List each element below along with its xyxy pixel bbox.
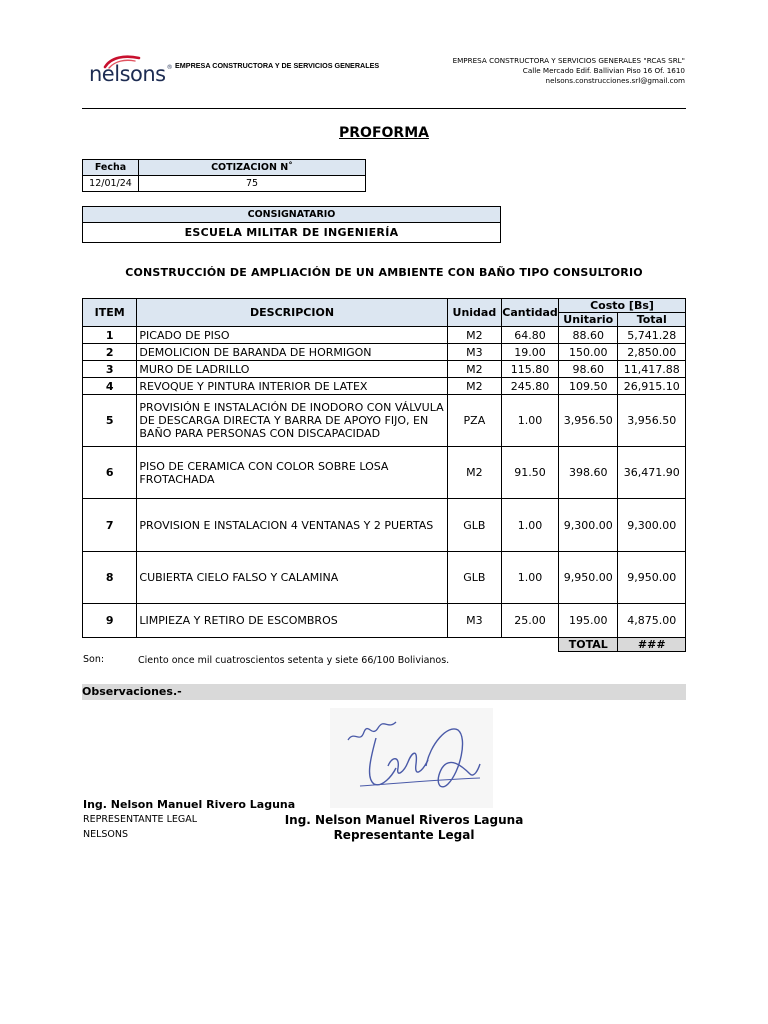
col-header-cantidad: Cantidad xyxy=(502,299,559,327)
col-header-costo: Costo [Bs] xyxy=(559,299,686,313)
row-item: 2 xyxy=(83,344,137,361)
row-cantidad: 245.80 xyxy=(502,378,559,395)
row-unitario: 398.60 xyxy=(559,447,618,499)
row-unidad: M3 xyxy=(447,604,501,638)
row-unidad: M3 xyxy=(447,344,501,361)
row-unidad: M2 xyxy=(447,378,501,395)
col-header-unidad: Unidad xyxy=(447,299,501,327)
items-table xyxy=(82,298,686,652)
signer-name-2: Ing. Nelson Manuel Riveros Laguna xyxy=(284,813,524,827)
quote-info-table xyxy=(82,159,366,192)
row-item: 5 xyxy=(83,395,137,447)
row-total: 9,950.00 xyxy=(618,552,686,604)
consignatario-table xyxy=(82,206,501,243)
consignatario-value: ESCUELA MILITAR DE INGENIERÍA xyxy=(83,223,501,243)
table-row xyxy=(83,344,686,361)
company-logo xyxy=(89,62,172,86)
row-total: 3,956.50 xyxy=(618,395,686,447)
son-label: Son: xyxy=(83,654,105,665)
table-row xyxy=(83,327,686,344)
fecha-value: 12/01/24 xyxy=(83,176,139,192)
row-unidad: GLB xyxy=(447,552,501,604)
row-item: 4 xyxy=(83,378,137,395)
row-cantidad: 25.00 xyxy=(502,604,559,638)
row-total: 26,915.10 xyxy=(618,378,686,395)
row-descripcion: MURO DE LADRILLO xyxy=(137,361,447,378)
row-descripcion: PROVISIÓN E INSTALACIÓN DE INODORO CON VÁLVULA DE DESCARGA DIRECTA Y BARRA DE APOYO FIJO, EN BAÑO PARA PERSONAS CON DISCAPACIDAD xyxy=(137,395,447,447)
total-row xyxy=(83,638,686,652)
logo-registered-mark: ® xyxy=(166,64,173,71)
signer-name: Ing. Nelson Manuel Rivero Laguna xyxy=(83,798,296,811)
row-cantidad: 1.00 xyxy=(502,395,559,447)
table-row xyxy=(83,395,686,447)
row-total: 2,850.00 xyxy=(618,344,686,361)
row-total: 11,417.88 xyxy=(618,361,686,378)
row-descripcion: REVOQUE Y PINTURA INTERIOR DE LATEX xyxy=(137,378,447,395)
row-unidad: GLB xyxy=(447,499,501,552)
fecha-label: Fecha xyxy=(83,160,139,176)
row-unitario: 9,950.00 xyxy=(559,552,618,604)
row-item: 6 xyxy=(83,447,137,499)
signer-role-2: Representante Legal xyxy=(333,828,475,842)
cotizacion-value: 75 xyxy=(139,176,366,192)
total-label: TOTAL xyxy=(559,638,618,652)
table-row xyxy=(83,552,686,604)
row-descripcion: PISO DE CERAMICA CON COLOR SOBRE LOSA FROTACHADA xyxy=(137,447,447,499)
table-row xyxy=(83,378,686,395)
row-cantidad: 19.00 xyxy=(502,344,559,361)
row-cantidad: 1.00 xyxy=(502,499,559,552)
cotizacion-label: COTIZACION N˚ xyxy=(139,160,366,176)
row-cantidad: 64.80 xyxy=(502,327,559,344)
company-name: EMPRESA CONSTRUCTORA Y SERVICIOS GENERALES "RCAS SRL" xyxy=(452,56,685,65)
row-descripcion: PICADO DE PISO xyxy=(137,327,447,344)
row-item: 1 xyxy=(83,327,137,344)
consignatario-label: CONSIGNATARIO xyxy=(83,207,501,223)
son-text: Ciento once mil cuatroscientos setenta y siete 66/100 Bolivianos. xyxy=(138,655,450,666)
table-row xyxy=(83,604,686,638)
row-unidad: M2 xyxy=(447,361,501,378)
signature-block xyxy=(270,813,538,843)
row-item: 8 xyxy=(83,552,137,604)
row-cantidad: 115.80 xyxy=(502,361,559,378)
row-unitario: 9,300.00 xyxy=(559,499,618,552)
row-unitario: 150.00 xyxy=(559,344,618,361)
table-row xyxy=(83,361,686,378)
row-unitario: 109.50 xyxy=(559,378,618,395)
row-descripcion: DEMOLICION DE BARANDA DE HORMIGON xyxy=(137,344,447,361)
row-descripcion: PROVISION E INSTALACION 4 VENTANAS Y 2 PUERTAS xyxy=(137,499,447,552)
col-header-total: Total xyxy=(618,313,686,327)
row-total: 4,875.00 xyxy=(618,604,686,638)
row-unitario: 195.00 xyxy=(559,604,618,638)
signer-company: NELSONS xyxy=(83,829,129,840)
header-divider xyxy=(82,108,686,109)
row-total: 5,741.28 xyxy=(618,327,686,344)
company-address: Calle Mercado Edif. Ballivian Piso 16 Of. 1610 xyxy=(522,66,685,75)
observaciones-label: Observaciones.- xyxy=(82,684,686,700)
document-title: PROFORMA xyxy=(339,125,429,141)
row-item: 7 xyxy=(83,499,137,552)
col-header-descripcion: DESCRIPCION xyxy=(137,299,447,327)
row-total: 36,471.90 xyxy=(618,447,686,499)
row-total: 9,300.00 xyxy=(618,499,686,552)
company-info xyxy=(453,56,685,86)
table-row xyxy=(83,447,686,499)
header-slogan: EMPRESA CONSTRUCTORA Y DE SERVICIOS GENERALES xyxy=(175,61,380,70)
col-header-unitario: Unitario xyxy=(559,313,618,327)
handwritten-signature xyxy=(330,708,493,808)
row-cantidad: 1.00 xyxy=(502,552,559,604)
row-descripcion: LIMPIEZA Y RETIRO DE ESCOMBROS xyxy=(137,604,447,638)
row-unitario: 98.60 xyxy=(559,361,618,378)
row-unidad: PZA xyxy=(447,395,501,447)
row-unidad: M2 xyxy=(447,447,501,499)
company-email: nelsons.construcciones.srl@gmail.com xyxy=(545,76,685,85)
logo-text: nelsons xyxy=(89,62,166,86)
row-unitario: 88.60 xyxy=(559,327,618,344)
row-unidad: M2 xyxy=(447,327,501,344)
project-title: CONSTRUCCIÓN DE AMPLIACIÓN DE UN AMBIENTE CON BAÑO TIPO CONSULTORIO xyxy=(125,266,643,279)
row-item: 3 xyxy=(83,361,137,378)
row-descripcion: CUBIERTA CIELO FALSO Y CALAMINA xyxy=(137,552,447,604)
row-cantidad: 91.50 xyxy=(502,447,559,499)
signer-role: REPRESENTANTE LEGAL xyxy=(83,814,198,825)
total-value: ### xyxy=(618,638,686,652)
row-unitario: 3,956.50 xyxy=(559,395,618,447)
row-item: 9 xyxy=(83,604,137,638)
col-header-item: ITEM xyxy=(83,299,137,327)
table-row xyxy=(83,499,686,552)
